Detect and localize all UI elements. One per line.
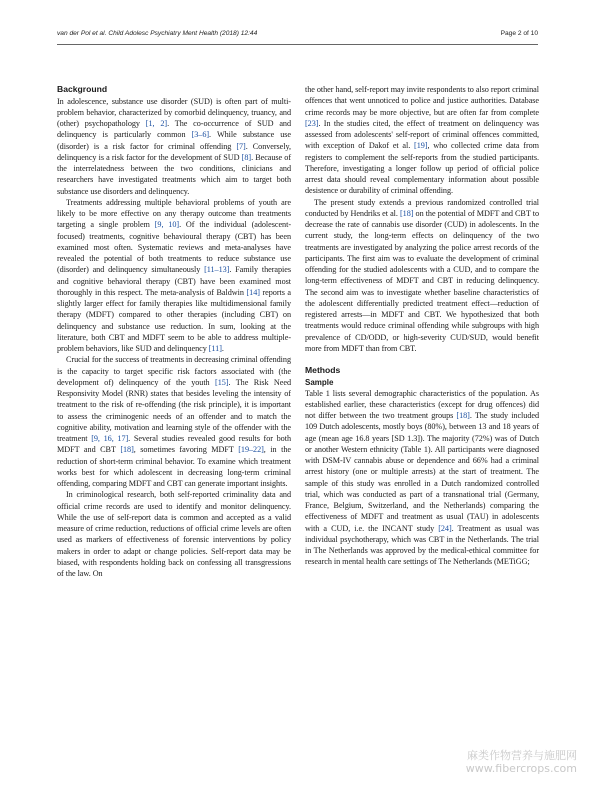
background-heading: Background (57, 84, 108, 94)
left-column (57, 84, 291, 579)
citation-link[interactable]: [11] (208, 344, 222, 353)
watermark-line-2: www.fibercrops.com (465, 762, 577, 775)
citation-link[interactable]: [15] (215, 377, 229, 387)
paragraph-text: . While substance use (disorder) is a risk factor for criminal offending (57, 130, 291, 151)
paragraph-text: . The study included 109 Dutch adolescents, mostly boys (80%), between 13 and 18 years of age (mean age 16.8 years [SD 1.3]). The majority (72%) was of Dutch or another Western ethnicity (Table 1). All participants were diagnosed with DSM-IV cannabis abuse or dependence and 66% had a criminal arrest history (one or multiple arrests) at the start of treatment. The sample of this study was enrolled in a Dutch randomized controlled trial, which was conducted as part of a transnational trial (Germany, France, Belgium, Switzerland, and the Netherlands) comparing the effectiveness of MDFT and treatment as usual (TAU) in adolescents with a CUD, i.e. the INCANT study (305, 411, 539, 533)
paragraph-text: . The co-occurrence of SUD and delinquency is particularly common (57, 119, 291, 140)
paragraph (57, 197, 291, 355)
citation-link[interactable]: [11–13] (204, 265, 230, 275)
paragraph-text: Table 1 lists several demographic characteristics of the population. As established earlier, these characteristics (except for drug offences) did not differ between the two treatment groups (305, 388, 539, 420)
paragraph-text: . Of the individual (adolescent-focused) treatments, cognitive behavioural therapy (CBT) has been examined most often. Systematic reviews and meta-analyses have revealed the potential of both treatments to reduce substance use (disorder) and delinquency simultaneously (57, 220, 291, 275)
paragraph-text: the other hand, self-report may invite respondents to also report criminal offences that went unnoticed to police and justice authorities. Database crime records may be more objective, but are often far from complete (305, 85, 539, 117)
paragraph (57, 489, 291, 579)
citation-link[interactable]: [9, 10] (154, 220, 180, 230)
citation-link[interactable]: [19–22] (238, 445, 264, 455)
citation-link[interactable]: [19] (414, 141, 428, 151)
paragraph-text: In criminological research, both self-reported criminality data and official crime records are used to identify and monitor delinquency. While the use of self-report data is common and accepted as a valid measure of crime reduction, reductions of official crime levels are often used as markers of effectiveness of forensic interventions by policy makers in order to adapt or change policies. Self-report data may be biased, with respondents holding back on confessing all transgressions of the law. On (57, 490, 291, 578)
paragraph-text: reports a slightly larger effect for family therapies like multidimensional family therapy (MDFT) compared to other therapies (including CBT) on delinquency and substance use reduction. In sum, looking at the literature, both CBT and MDFT seem to be able to address multiple-problem behaviors, like SUD and delinquency (57, 287, 291, 353)
paragraph-text: Treatments addressing multiple behavioral problems of youth are likely to be more effective on any therapy outcome than treatments targeting a single problem (57, 197, 291, 230)
watermark (466, 749, 577, 775)
citation-link[interactable]: [18] (456, 411, 470, 420)
citation-link[interactable]: [1, 2] (145, 119, 168, 128)
paragraph-text: . (221, 344, 224, 353)
paragraph-text: . Several studies revealed good results for both MDFT and CBT (57, 434, 291, 455)
citation-link[interactable]: [7] (236, 141, 246, 151)
paragraph-text: The present study extends a previous randomized controlled trial conducted by Hendriks et al. (305, 197, 539, 218)
methods-heading: Methods (305, 365, 341, 375)
paragraph-text: Crucial for the success of treatments in decreasing criminal offending is the capacity to target specific risk factors associated with (the development of) delinquency of the youth (57, 355, 291, 387)
paragraph-text: . Treatment as usual was individual psychotherapy, which was CBT in the Netherlands. The trial in The Netherlands was approved by the medical-ethical committee for research in mental health care settings of The Netherlands (METiGG; (305, 523, 540, 567)
running-head (57, 30, 538, 42)
paragraph-text: . Family therapies and cognitive behavioral therapy (CBT) have been examined most thoroughly in this respect. The meta-analysis of Baldwin (57, 265, 291, 297)
paragraph (305, 388, 539, 568)
citation-link[interactable]: [18] (399, 208, 414, 218)
page-number: Page 2 of 10 (500, 30, 538, 37)
paragraph-text: . Conversely, delinquency is a risk factor for the development of SUD (57, 141, 291, 162)
sample-heading: Sample (305, 377, 334, 387)
paragraph-text: . In the studies cited, the effect of treatment on delinquency was assessed from adolescents' self-report of criminal offences committed, with exception of Dakof et al. (305, 118, 539, 151)
citation-link[interactable]: [9, 16, 17] (91, 434, 129, 443)
paragraph (305, 197, 539, 355)
paragraph-text: In adolescence, substance use disorder (SUD) is often part of multi-problem behavior, characterized by comorbid delinquency, truancy, and (other) psychopathology (57, 96, 291, 128)
paragraph-text: , sometimes favoring MDFT (133, 445, 239, 455)
paragraph-text: , in the reduction of short-term criminal behavior. To examine which treatment works best for which adolescent in decreasing long-term criminal offending, comparing MDFT and CBT can generate important insights. (57, 445, 291, 488)
paragraph (305, 84, 539, 197)
header-rule (57, 44, 538, 45)
citation-link[interactable]: [24] (438, 523, 452, 533)
right-column (305, 84, 539, 568)
paragraph-text: on the potential of MDFT and CBT to decrease the rate of cannabis use disorder (CUD) in adolescents. In the current study, the long-term effects on delinquency of the two treatments are investigated by analyzing the police arrest records of the participants. The first aim was to evaluate the development of criminal offending for the studied adolescents with a CUD, and to compare the long-term effectiveness of MDFT and CBT in reducing delinquency. The second aim was to investigate whether baseline characteristics of the adolescent differentially predicted treatment effect—reduction of registered arrests—in MDFT and CBT. We hypothesized that both treatments would reduce criminal offending while subgroups with high prevalence of CD/ODD, or high-severity CUD/SUD, would benefit more from MDFT than from CBT. (305, 208, 539, 353)
citation-link[interactable]: [3–6] (191, 130, 210, 140)
journal-citation: van der Pol et al. Child Adolesc Psychiatry Ment Health (2018) 12:44 (57, 30, 258, 37)
section-gap (305, 354, 539, 365)
watermark-line-1: 麻类作物营养与施肥网 (467, 749, 577, 762)
citation-link[interactable]: [8] (241, 152, 252, 162)
paragraph (57, 96, 291, 197)
paragraph-text: , who collected crime data from registers to complement the self-reports from the studied participants. Therefore, investigating a longer follow up period of official police arrest data should reveal complementary information about possible desistence or durability of criminal offending. (305, 141, 539, 196)
paragraph-text: . Because of the interrelatedness between the two conditions, clinicians and researchers have investigated treatments which aim to target both substance use disorders and delinquency. (57, 152, 292, 196)
citation-link[interactable]: [18] (120, 445, 134, 455)
paragraph (57, 354, 291, 489)
citation-link[interactable]: [23] (305, 118, 319, 128)
paragraph-text: . The Risk Need Responsivity Model (RNR) states that besides leveling the intensity of treatment to the risk of re-offending (the risk principle), it is important to assess the criminogenic needs of an offender and to match the cognitive ability, motivation and learning style of the offender with the treatment (57, 377, 292, 443)
citation-link[interactable]: [14] (246, 287, 260, 297)
